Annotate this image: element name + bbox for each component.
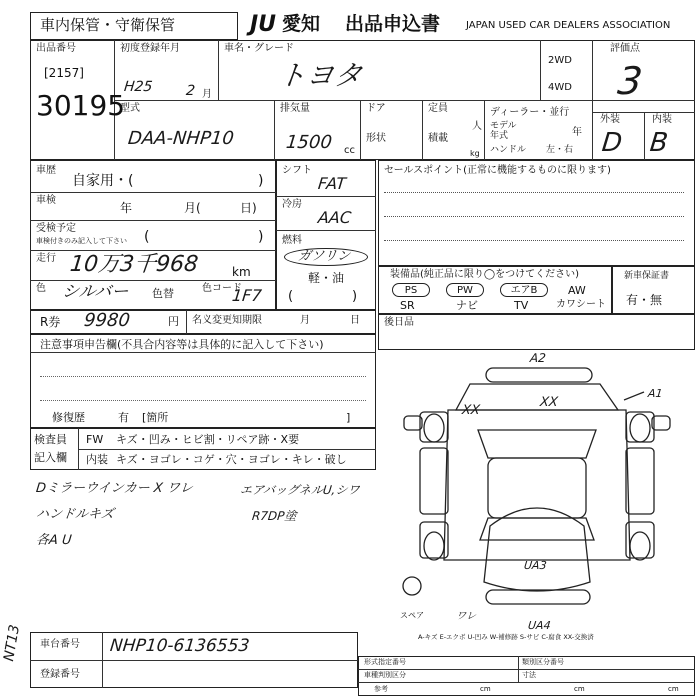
load-label: 積載	[428, 133, 448, 144]
model-value: DAA-NHP10	[126, 128, 235, 149]
doors-label: ドア	[366, 103, 386, 114]
ext-value: D	[600, 128, 624, 158]
history-value: 自家用・(	[72, 173, 134, 189]
checker-row2: キズ・ヨゴレ・コゲ・穴・ヨゴレ・キレ・破し	[116, 453, 347, 466]
sales-point-label: セールスポイント(正常に機能するものに限ります)	[384, 165, 611, 176]
diagram-front-mark: A2	[529, 351, 547, 365]
reception-sub: 車検付きのみ記入して下さい	[36, 237, 127, 245]
odo-change-month: 月	[300, 315, 310, 326]
repair-bracket: [箇所	[142, 411, 169, 424]
storage-tag-text: 車内保管・守衛保管	[40, 16, 176, 34]
checker-label1: 検査員	[34, 433, 67, 446]
displacement-label: 排気量	[280, 103, 310, 114]
mileage-unit: km	[232, 265, 251, 279]
displacement-value: 1500	[284, 132, 333, 153]
dealer-line1: ディーラー・並行	[490, 107, 570, 118]
shape-label: 形状	[366, 133, 386, 144]
note-right1: エアバッグネルU,シワ	[239, 483, 361, 497]
equip-seat: カワシート	[556, 299, 606, 310]
drive-2wd: 2WD	[548, 55, 572, 66]
lot-bracket: [2157]	[44, 66, 84, 80]
inspection-year: 年	[120, 201, 133, 215]
equip-airbag: エアB	[500, 283, 548, 297]
equip-ps: PS	[392, 283, 430, 297]
drive-4wd: 4WD	[548, 82, 572, 93]
warranty-value: 有・無	[626, 293, 663, 307]
equip-tv: TV	[514, 299, 529, 312]
note-line2: ハンドルキズ	[35, 507, 115, 522]
spec-r3b: cm	[480, 685, 491, 693]
color-code-label: 色コード	[202, 283, 242, 294]
first-reg-month-unit: 月	[202, 89, 212, 100]
fuel-option: 軽・油	[308, 271, 345, 285]
dealer-year-unit: 年	[572, 127, 582, 138]
equip-sr: SR	[400, 299, 415, 312]
checker-row1-head: FW	[86, 433, 104, 446]
aircon-value: AAC	[317, 208, 353, 227]
reception-close: )	[258, 229, 264, 245]
dealer-model: モデル	[490, 121, 517, 131]
history-label: 車歴	[36, 165, 56, 176]
spec-r3d: cm	[668, 685, 679, 693]
fuel-open: (	[288, 289, 294, 304]
displacement-unit: cc	[344, 145, 355, 156]
lot-label: 出品番号	[36, 43, 76, 54]
ju-logo: JU	[250, 12, 277, 37]
recycle-unit: 円	[168, 315, 179, 328]
first-reg-month: 2	[185, 83, 196, 99]
inspection-day: 日)	[240, 201, 257, 215]
history-close: )	[258, 173, 264, 189]
capacity-label: 定員	[428, 103, 448, 114]
chassis-value: NHP10-6136553	[109, 636, 251, 656]
diagram-rear-mid: UA3	[523, 559, 548, 572]
after-market-label: 後日品	[384, 317, 414, 328]
diagram-center-mark: XX	[539, 395, 559, 410]
equip-navi: ナビ	[456, 299, 478, 312]
registration-label: 登録番号	[40, 669, 80, 680]
form-title: 出品申込書	[345, 13, 441, 35]
margin-note: NT13	[1, 623, 24, 663]
spec-r3c: cm	[574, 685, 585, 693]
after-market-frame	[378, 314, 695, 350]
note-line1: Dミラーウインカー X ワレ	[35, 481, 194, 496]
color-code-value: 1F7	[231, 286, 263, 305]
int-value: B	[648, 128, 670, 158]
car-name: トヨタ	[276, 59, 364, 92]
grade-label: 評価点	[610, 43, 640, 54]
int-label: 内装	[652, 114, 672, 125]
diagram-left-mark: XX	[461, 403, 481, 418]
reception-label: 受検予定	[36, 223, 76, 234]
note-right2: R7DP塗	[251, 509, 298, 523]
diagram-right-mark: A1	[647, 387, 664, 400]
org-name: 愛知	[282, 13, 321, 35]
diagram-legend: A-キズ E-エクボ U-凹み W-補修跡 S-サビ C-腐食 XX-交換済	[418, 633, 594, 641]
inspection-month: 月(	[184, 201, 201, 215]
color-change-label: 色替	[152, 287, 174, 300]
notes-label: 注意事項申告欄(不具合内容等は具体的に記入して下さい)	[40, 338, 324, 351]
model-label: 型式	[120, 103, 140, 114]
color-label: 色	[36, 283, 46, 294]
repair-value: 有	[118, 411, 129, 424]
spec-r1b: 類別区分番号	[522, 658, 564, 666]
lot-number: 30195	[36, 89, 126, 122]
checker-row1: キズ・凹み・ヒビ割・リペア跡・X要	[116, 433, 300, 446]
checker-row2-head: 内装	[86, 453, 108, 466]
spec-r2b: 寸法	[522, 671, 536, 679]
mileage-label: 走行	[36, 253, 56, 264]
recycle-value: 9980	[82, 310, 131, 331]
dealer-handle-side: 左・右	[546, 145, 574, 155]
color-value: シルバー	[61, 282, 130, 302]
inspection-label: 車検	[36, 195, 56, 206]
recycle-label: R券	[40, 315, 61, 329]
warranty-label: 新車保証書	[624, 271, 670, 281]
car-label: 車名・グレード	[224, 43, 294, 54]
checker-label2: 記入欄	[34, 451, 67, 464]
spec-r2a: 車種判別区分	[364, 671, 406, 679]
fuel-close: )	[352, 289, 358, 304]
fuel-label: 燃料	[282, 235, 302, 246]
equip-pw: PW	[446, 283, 484, 297]
diagram-spare: スペア	[400, 611, 424, 620]
shift-value: FAT	[317, 174, 347, 193]
diagram-rear-right: UA4	[527, 619, 552, 632]
equipment-label: 装備品(純正品に限り◯をつけてください)	[390, 269, 579, 280]
aircon-label: 冷房	[282, 199, 302, 210]
odo-change-day: 日	[350, 315, 360, 326]
dealer-handle: ハンドル	[490, 145, 527, 155]
chassis-label: 車台番号	[40, 639, 80, 650]
mileage-value: 10万3千968	[68, 252, 200, 277]
first-reg-label: 初度登録年月	[120, 43, 180, 54]
english-title: JAPAN USED CAR DEALERS ASSOCIATION	[466, 20, 671, 31]
first-reg-year: H25	[123, 79, 154, 95]
ext-label: 外装	[600, 114, 620, 125]
grade-value: 3	[615, 59, 645, 103]
spec-r3a: 参考	[374, 685, 388, 693]
equip-aw: AW	[568, 284, 586, 297]
fuel-value: ガソリン	[297, 249, 351, 264]
repair-close: ]	[346, 411, 351, 424]
diagram-rear-left: ワレ	[455, 611, 477, 622]
spec-r1a: 形式指定番号	[364, 658, 406, 666]
capacity-unit: 人	[472, 121, 482, 132]
shift-label: シフト	[282, 165, 312, 176]
dealer-year-label: 年式	[490, 131, 509, 141]
repair-label: 修復歴	[52, 411, 85, 424]
load-unit: kg	[470, 149, 480, 158]
note-line3: 各A U	[35, 533, 73, 548]
reception-open: (	[144, 229, 150, 245]
odo-change-label: 名义変更知期限	[192, 315, 262, 326]
